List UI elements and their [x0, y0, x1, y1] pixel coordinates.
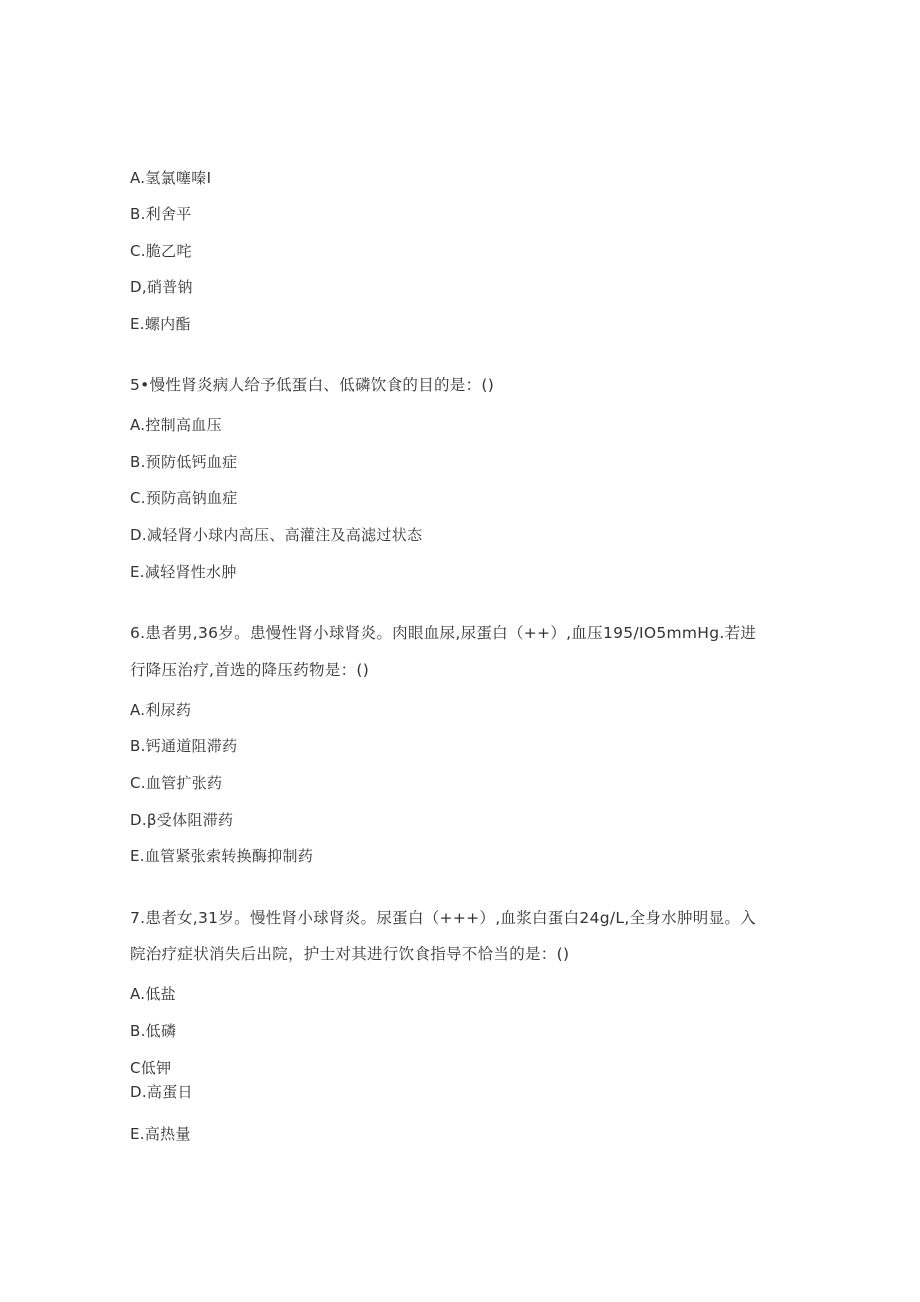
q6-option-d: D.β受体阻滞药 — [130, 811, 234, 829]
q7-option-e: E.高热量 — [130, 1125, 191, 1143]
q5-option-d: D.减轻肾小球内高压、高灌注及高滤过状态 — [130, 526, 423, 544]
q7-option-d: D.高蛋日 — [130, 1083, 193, 1101]
question-7-stem-line2: 院治疗症状消失后出院，护士对其进行饮食指导不恰当的是：() — [130, 945, 570, 963]
question-5-stem: 5•慢性肾炎病人给予低蛋白、低磷饮食的目的是：() — [130, 376, 495, 394]
q6-option-e: E.血管紧张索转换酶抑制药 — [130, 847, 314, 865]
option-a: A.氢氯噻嗪I — [130, 169, 212, 187]
option-b: B.利舍平 — [130, 205, 192, 223]
q7-option-b: B.低磷 — [130, 1022, 177, 1040]
q7-option-a: A.低盐 — [130, 985, 176, 1003]
q5-option-e: E.减轻肾性水肿 — [130, 563, 237, 581]
option-d: D,硝普钠 — [130, 278, 193, 296]
option-e: E.螺内酯 — [130, 315, 191, 333]
option-c: C.脆乙咤 — [130, 242, 192, 260]
q6-option-a: A.利尿药 — [130, 701, 192, 719]
q6-option-c: C.血管扩张药 — [130, 774, 223, 792]
q5-option-a: A.控制高血压 — [130, 416, 222, 434]
q6-option-b: B.钙通道阻滞药 — [130, 737, 238, 755]
q5-option-b: B.预防低钙血症 — [130, 453, 238, 471]
q7-option-c: C低钾 — [130, 1059, 172, 1077]
question-7-stem-line1: 7.患者女,31岁。慢性肾小球肾炎。尿蛋白（+++）,血浆白蛋白24g∕L,全身水肿明显。入 — [130, 909, 756, 927]
question-6-stem-line1: 6.患者男,36岁。患慢性肾小球肾炎。肉眼血尿,尿蛋白（++）,血压195/IO5mmHg.若进 — [130, 624, 757, 642]
question-6-stem-line2: 行降压治疗,首选的降压药物是：() — [130, 661, 370, 679]
q5-option-c: C.预防高钠血症 — [130, 489, 238, 507]
